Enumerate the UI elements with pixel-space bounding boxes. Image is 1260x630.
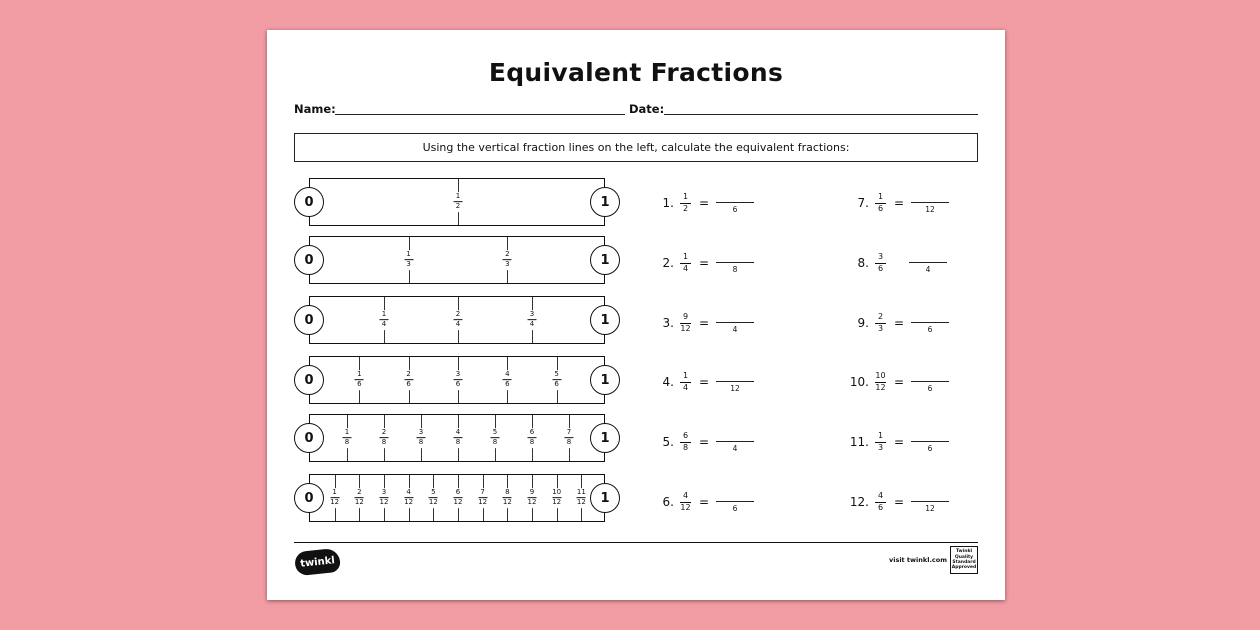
question-number: 4. <box>662 375 674 389</box>
answer-line[interactable] <box>716 441 754 442</box>
strip-bar <box>309 474 605 522</box>
fraction-numerator: 1 <box>682 192 689 202</box>
fraction-strip <box>294 414 620 462</box>
question-item <box>845 189 949 217</box>
question-fraction <box>680 193 691 213</box>
strip-tick <box>433 506 434 521</box>
answer-line[interactable] <box>716 381 754 382</box>
question-fraction <box>680 432 691 452</box>
question-item <box>650 249 754 277</box>
strip-bar <box>309 296 605 344</box>
answer-denominator: 12 <box>925 504 935 513</box>
question-item <box>650 189 754 217</box>
answer-line[interactable] <box>911 202 949 203</box>
fraction-denominator: 2 <box>682 203 689 213</box>
fraction-denominator: 6 <box>455 380 461 389</box>
fraction-numerator: 3 <box>529 310 535 319</box>
fraction-strip <box>294 356 620 404</box>
question-item <box>650 488 754 516</box>
strip-fraction-label <box>404 370 413 390</box>
fraction-numerator: 2 <box>877 312 884 322</box>
fraction-numerator: 2 <box>406 370 411 379</box>
fraction-numerator: 3 <box>455 370 461 379</box>
answer-denominator: 8 <box>732 265 738 274</box>
fraction-numerator: 10 <box>552 488 562 497</box>
fraction-strip <box>294 474 620 522</box>
fraction-numerator: 7 <box>480 488 485 497</box>
fraction-numerator: 2 <box>381 428 387 437</box>
fraction-numerator: 1 <box>406 250 411 259</box>
equals-sign: = <box>699 375 710 389</box>
question-fraction <box>680 313 691 333</box>
fraction-numerator: 1 <box>455 192 461 201</box>
question-fraction <box>875 432 886 452</box>
twinkl-logo: twinkl <box>294 548 341 577</box>
strip-bar <box>309 178 605 226</box>
strip-fraction-label <box>404 488 413 508</box>
one-marker: 1 <box>590 245 620 275</box>
one-marker: 1 <box>590 483 620 513</box>
strip-tick <box>409 506 410 521</box>
fraction-denominator: 3 <box>406 260 411 269</box>
instructions-box <box>294 133 978 162</box>
fraction-numerator: 6 <box>682 431 689 441</box>
answer-blank[interactable] <box>911 189 949 217</box>
strip-tick <box>421 446 422 461</box>
fraction-numerator: 10 <box>875 371 886 381</box>
strip-fraction-label <box>503 250 512 270</box>
name-field-line[interactable] <box>335 114 625 115</box>
fraction-denominator: 12 <box>576 498 586 507</box>
fraction-denominator: 6 <box>406 380 411 389</box>
fraction-denominator: 8 <box>381 438 387 447</box>
strip-tick <box>347 446 348 461</box>
strip-tick <box>532 446 533 461</box>
strip-tick <box>458 506 459 521</box>
fraction-denominator: 12 <box>354 498 364 507</box>
question-number: 12. <box>849 495 869 509</box>
fraction-denominator: 12 <box>478 498 488 507</box>
fraction-numerator: 6 <box>529 428 535 437</box>
question-fraction <box>680 372 691 392</box>
equals-sign: = <box>894 316 905 330</box>
fraction-strip <box>294 236 620 284</box>
answer-denominator: 4 <box>732 325 738 334</box>
strip-fraction-label <box>503 488 512 508</box>
fraction-numerator: 4 <box>455 428 461 437</box>
question-item <box>845 249 947 277</box>
name-label: Name: <box>294 102 336 116</box>
answer-blank[interactable] <box>716 249 754 277</box>
fraction-numerator: 7 <box>566 428 572 437</box>
fraction-denominator: 12 <box>527 498 537 507</box>
question-number: 6. <box>662 495 674 509</box>
strip-fraction-label <box>380 428 389 448</box>
strip-tick <box>384 446 385 461</box>
strip-fraction-label <box>355 488 364 508</box>
strip-fraction-label <box>454 488 463 508</box>
answer-blank[interactable] <box>909 249 947 277</box>
question-fraction <box>875 313 886 333</box>
question-item <box>650 309 754 337</box>
fraction-numerator: 3 <box>877 252 884 262</box>
fraction-numerator: 1 <box>682 371 689 381</box>
zero-marker: 0 <box>294 245 324 275</box>
answer-blank[interactable] <box>716 488 754 516</box>
strip-tick <box>507 506 508 521</box>
strip-tick <box>557 506 558 521</box>
answer-denominator: 6 <box>927 444 933 453</box>
fraction-numerator: 5 <box>431 488 436 497</box>
strip-tick <box>458 210 459 225</box>
strip-fraction-label <box>552 488 561 508</box>
strip-tick <box>458 328 459 343</box>
strip-fraction-label <box>565 428 574 448</box>
fraction-numerator: 11 <box>576 488 586 497</box>
fraction-denominator: 8 <box>682 442 689 452</box>
fraction-denominator: 12 <box>680 323 691 333</box>
answer-line[interactable] <box>911 381 949 382</box>
strip-fraction-label <box>577 488 586 508</box>
badge-caption: Quality Standard Approved <box>951 554 977 571</box>
question-number: 2. <box>662 256 674 270</box>
one-marker: 1 <box>590 365 620 395</box>
fraction-denominator: 6 <box>877 263 884 273</box>
strip-fraction-label <box>417 428 426 448</box>
strip-tick <box>409 268 410 283</box>
fraction-denominator: 12 <box>453 498 463 507</box>
strip-fraction-label <box>330 488 339 508</box>
zero-marker: 0 <box>294 365 324 395</box>
fraction-numerator: 1 <box>381 310 387 319</box>
fraction-denominator: 12 <box>404 498 414 507</box>
answer-denominator: 12 <box>730 384 740 393</box>
one-marker: 1 <box>590 423 620 453</box>
fraction-numerator: 5 <box>554 370 559 379</box>
fraction-numerator: 9 <box>529 488 535 497</box>
fraction-denominator: 6 <box>877 203 884 213</box>
strip-fraction-label <box>478 488 487 508</box>
question-number: 3. <box>662 316 674 330</box>
strip-fraction-label <box>343 428 352 448</box>
answer-blank[interactable] <box>716 189 754 217</box>
answer-line[interactable] <box>716 262 754 263</box>
strip-fraction-label <box>380 488 389 508</box>
fraction-denominator: 12 <box>502 498 512 507</box>
fraction-numerator: 6 <box>455 488 461 497</box>
fraction-denominator: 12 <box>680 502 691 512</box>
equals-sign: = <box>894 495 905 509</box>
zero-marker: 0 <box>294 483 324 513</box>
fraction-numerator: 4 <box>877 491 884 501</box>
strip-tick <box>335 506 336 521</box>
quality-badge <box>950 546 978 574</box>
badge-title: Twinkl <box>955 549 972 555</box>
fraction-strip <box>294 296 620 344</box>
fraction-numerator: 5 <box>492 428 498 437</box>
strip-tick <box>384 506 385 521</box>
strip-tick <box>458 388 459 403</box>
answer-denominator: 4 <box>925 265 931 274</box>
fraction-denominator: 12 <box>428 498 438 507</box>
equals-sign: = <box>699 495 710 509</box>
strip-bar <box>309 236 605 284</box>
fraction-denominator: 6 <box>877 502 884 512</box>
fraction-denominator: 6 <box>505 380 510 389</box>
answer-blank[interactable] <box>911 368 949 396</box>
answer-line[interactable] <box>716 322 754 323</box>
equals-sign: = <box>699 256 710 270</box>
fraction-numerator: 8 <box>505 488 510 497</box>
question-item <box>650 368 754 396</box>
strip-tick <box>581 506 582 521</box>
strip-tick <box>569 446 570 461</box>
equals-sign: = <box>699 435 710 449</box>
strip-fraction-label <box>429 488 438 508</box>
fraction-numerator: 1 <box>344 428 350 437</box>
strip-tick <box>384 328 385 343</box>
answer-blank[interactable] <box>911 428 949 456</box>
strip-fraction-label <box>404 250 413 270</box>
question-item <box>845 488 949 516</box>
fraction-denominator: 6 <box>554 380 559 389</box>
question-fraction <box>680 492 691 512</box>
footer-divider <box>294 542 978 543</box>
fraction-numerator: 4 <box>505 370 510 379</box>
question-item <box>845 428 949 456</box>
question-fraction <box>875 253 886 273</box>
question-fraction <box>680 253 691 273</box>
fraction-numerator: 2 <box>357 488 362 497</box>
worksheet <box>267 30 1005 600</box>
answer-line[interactable] <box>716 202 754 203</box>
fraction-numerator: 1 <box>877 431 884 441</box>
answer-denominator: 6 <box>927 384 933 393</box>
question-item <box>845 309 949 337</box>
strip-bar <box>309 414 605 462</box>
strip-tick <box>532 506 533 521</box>
zero-marker: 0 <box>294 423 324 453</box>
strip-fraction-label <box>491 428 500 448</box>
page-title: Equivalent Fractions <box>488 58 784 87</box>
fraction-numerator: 3 <box>418 428 424 437</box>
fraction-strip <box>294 178 620 226</box>
question-item <box>845 368 949 396</box>
strip-tick <box>495 446 496 461</box>
strip-fraction-label <box>528 488 537 508</box>
fraction-numerator: 9 <box>682 312 689 322</box>
question-number: 8. <box>857 256 869 270</box>
strip-fraction-label <box>528 428 537 448</box>
equals-sign: = <box>699 316 710 330</box>
equals-sign: = <box>894 375 905 389</box>
question-fraction <box>875 193 886 213</box>
visit-link: visit twinkl.com <box>889 556 948 564</box>
strip-fraction-label <box>503 370 512 390</box>
fraction-denominator: 3 <box>877 442 884 452</box>
strip-fraction-label <box>528 310 537 330</box>
strip-fraction-label <box>380 310 389 330</box>
question-item <box>650 428 754 456</box>
fraction-denominator: 4 <box>682 263 689 273</box>
fraction-denominator: 8 <box>529 438 535 447</box>
fraction-denominator: 12 <box>379 498 389 507</box>
date-label: Date: <box>629 102 665 116</box>
fraction-numerator: 1 <box>682 252 689 262</box>
answer-blank[interactable] <box>911 309 949 337</box>
strip-tick <box>409 388 410 403</box>
answer-denominator: 6 <box>732 205 738 214</box>
fraction-denominator: 8 <box>344 438 350 447</box>
strip-fraction-label <box>552 370 561 390</box>
strip-fraction-label <box>454 370 463 390</box>
answer-blank[interactable] <box>716 368 754 396</box>
fraction-numerator: 4 <box>406 488 411 497</box>
question-number: 10. <box>849 375 869 389</box>
fraction-numerator: 4 <box>682 491 689 501</box>
strip-fraction-label <box>454 192 463 212</box>
strip-fraction-label <box>454 310 463 330</box>
answer-denominator: 6 <box>732 504 738 513</box>
instructions-text: Using the vertical fraction lines on the left, calculate the equivalent fractions: <box>422 141 850 154</box>
fraction-denominator: 8 <box>492 438 498 447</box>
question-fraction <box>875 372 886 392</box>
fraction-denominator: 8 <box>566 438 572 447</box>
equals-sign: = <box>894 435 905 449</box>
question-number: 5. <box>662 435 674 449</box>
answer-blank[interactable] <box>911 488 949 516</box>
fraction-denominator: 3 <box>877 323 884 333</box>
answer-line[interactable] <box>911 501 949 502</box>
strip-fraction-label <box>454 428 463 448</box>
fraction-denominator: 4 <box>682 382 689 392</box>
fraction-denominator: 4 <box>529 320 535 329</box>
question-number: 11. <box>849 435 869 449</box>
question-number: 9. <box>857 316 869 330</box>
answer-denominator: 12 <box>925 205 935 214</box>
fraction-denominator: 8 <box>455 438 461 447</box>
strip-tick <box>483 506 484 521</box>
fraction-denominator: 4 <box>455 320 461 329</box>
strip-tick <box>557 388 558 403</box>
answer-blank[interactable] <box>716 309 754 337</box>
strip-bar <box>309 356 605 404</box>
fraction-numerator: 1 <box>357 370 362 379</box>
answer-line[interactable] <box>911 322 949 323</box>
zero-marker: 0 <box>294 187 324 217</box>
question-number: 7. <box>857 196 869 210</box>
zero-marker: 0 <box>294 305 324 335</box>
fraction-denominator: 6 <box>357 380 362 389</box>
answer-line[interactable] <box>716 501 754 502</box>
strip-fraction-label <box>355 370 364 390</box>
equals-sign: = <box>699 196 710 210</box>
fraction-denominator: 4 <box>381 320 387 329</box>
answer-blank[interactable] <box>716 428 754 456</box>
fraction-numerator: 3 <box>381 488 387 497</box>
one-marker: 1 <box>590 187 620 217</box>
answer-line[interactable] <box>909 262 947 263</box>
strip-tick <box>359 388 360 403</box>
fraction-denominator: 12 <box>330 498 340 507</box>
strip-tick <box>458 446 459 461</box>
fraction-denominator: 3 <box>505 260 510 269</box>
fraction-denominator: 12 <box>552 498 562 507</box>
answer-denominator: 4 <box>732 444 738 453</box>
fraction-denominator: 8 <box>418 438 424 447</box>
question-number: 1. <box>662 196 674 210</box>
fraction-numerator: 1 <box>332 488 337 497</box>
strip-tick <box>507 388 508 403</box>
equals-sign: = <box>894 196 905 210</box>
strip-tick <box>507 268 508 283</box>
fraction-numerator: 2 <box>505 250 510 259</box>
strip-tick <box>359 506 360 521</box>
fraction-numerator: 2 <box>455 310 461 319</box>
fraction-denominator: 2 <box>455 202 461 211</box>
fraction-denominator: 12 <box>875 382 886 392</box>
strip-tick <box>532 328 533 343</box>
fraction-numerator: 1 <box>877 192 884 202</box>
question-fraction <box>875 492 886 512</box>
one-marker: 1 <box>590 305 620 335</box>
answer-denominator: 6 <box>927 325 933 334</box>
date-field-line[interactable] <box>664 114 978 115</box>
answer-line[interactable] <box>911 441 949 442</box>
